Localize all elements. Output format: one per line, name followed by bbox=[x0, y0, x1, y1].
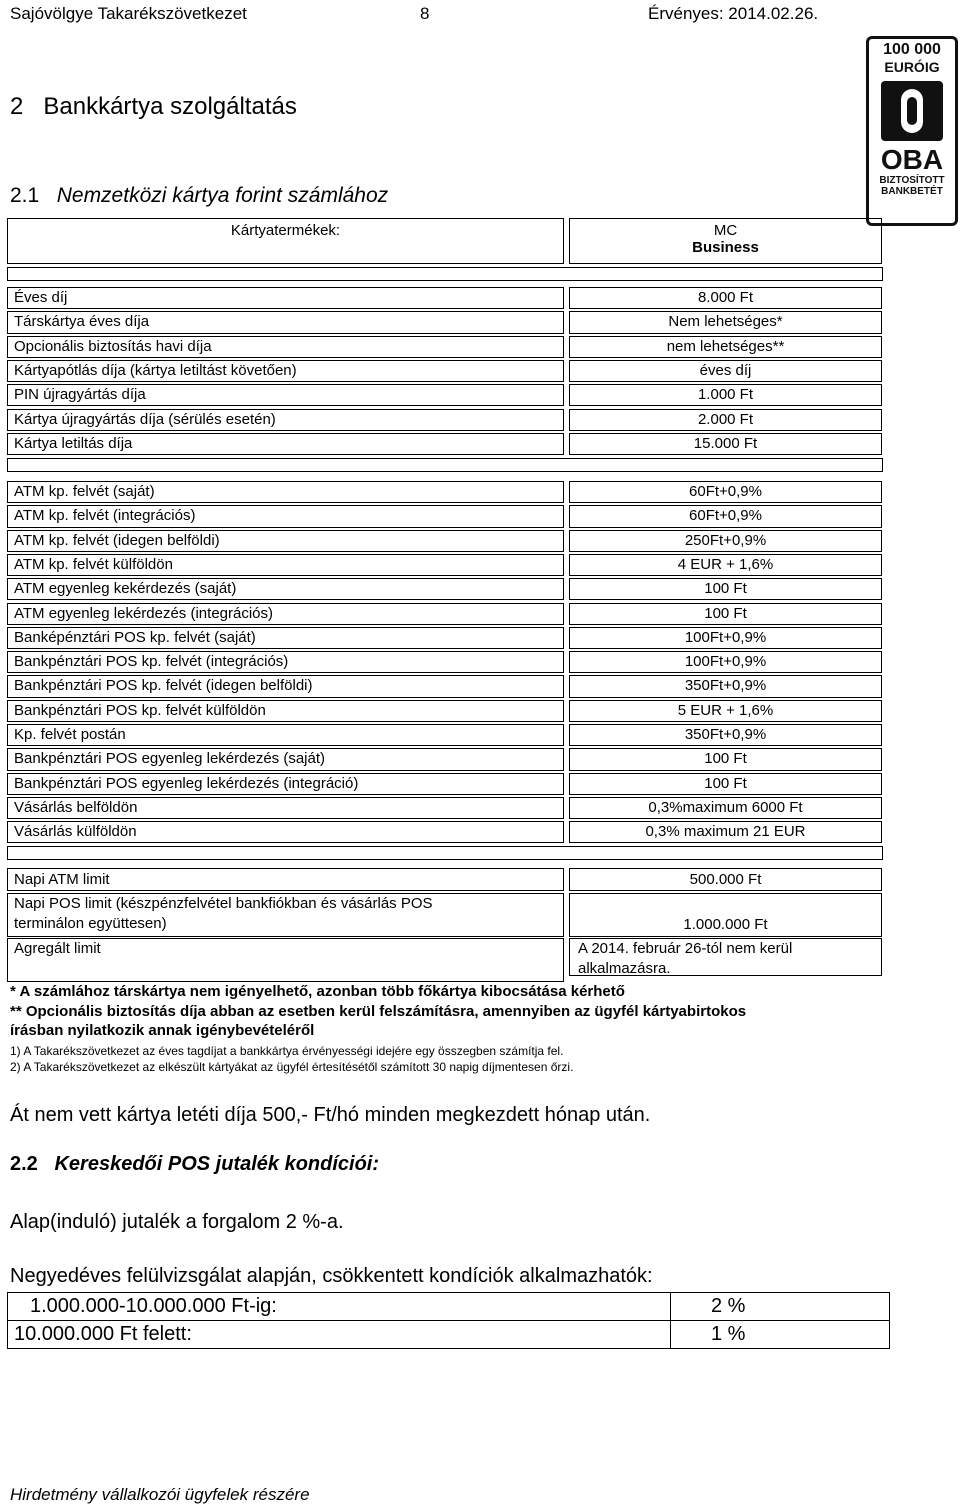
fee-value-cell bbox=[569, 748, 882, 770]
fee-value: 100Ft+0,9% bbox=[684, 628, 767, 646]
fee-value-cell bbox=[569, 578, 882, 600]
table-row bbox=[7, 433, 564, 455]
badge-deposit: BANKBETÉT bbox=[881, 186, 943, 197]
tier-rate: 2 % bbox=[671, 1293, 890, 1321]
fee-label: ATM kp. felvét külföldön bbox=[14, 555, 173, 573]
table-row bbox=[7, 481, 564, 503]
fee-label: Társkártya éves díja bbox=[14, 313, 150, 331]
table-row bbox=[7, 700, 564, 722]
section-2-heading bbox=[10, 93, 297, 121]
fee-label: Kp. felvét postán bbox=[14, 726, 126, 743]
limit-pos-value: 1.000.000 Ft bbox=[683, 916, 768, 933]
limit-pos-cell bbox=[569, 893, 882, 937]
fee-value: 2.000 Ft bbox=[697, 410, 754, 428]
note-star2-line1: ** Opcionális biztosítás díja abban az esetben kerül felszámításra, amennyiben az ügyfél kártyabirtokos bbox=[10, 1003, 747, 1020]
table-row bbox=[7, 287, 564, 309]
fee-label: Vásárlás külföldön bbox=[14, 823, 137, 841]
fee-value: 60Ft+0,9% bbox=[689, 507, 762, 525]
table-row bbox=[7, 773, 564, 795]
badge-amount: 100 000 bbox=[883, 41, 941, 58]
fee-value-cell bbox=[569, 651, 882, 673]
section-22-number: 2.2 bbox=[10, 1153, 38, 1175]
table-row bbox=[7, 409, 564, 431]
section-21-heading bbox=[10, 184, 388, 208]
table-row bbox=[7, 384, 564, 406]
limit-atm-cell bbox=[569, 868, 882, 891]
badge-brand: OBA bbox=[880, 144, 944, 175]
fee-value-cell bbox=[569, 773, 882, 795]
fee-label: ATM egyenleg lekérdezés (integrációs) bbox=[14, 604, 274, 622]
fee-value: Nem lehetséges* bbox=[668, 313, 783, 331]
limit-pos-label-line2: terminálon együttesen) bbox=[14, 915, 167, 932]
product-business-label: Business bbox=[692, 239, 759, 256]
table-row bbox=[7, 675, 564, 697]
fee-value: 0,3% maximum 21 EUR bbox=[645, 823, 806, 841]
table-row bbox=[7, 530, 564, 552]
fee-label: PIN újragyártás díja bbox=[14, 386, 146, 404]
fee-value-cell bbox=[569, 724, 882, 746]
badge-insured: BIZTOSÍTOTT bbox=[879, 175, 945, 186]
fee-value: 4 EUR + 1,6% bbox=[677, 555, 774, 573]
fee-label: ATM kp. felvét (integrációs) bbox=[14, 507, 196, 525]
table-row bbox=[7, 651, 564, 673]
footnote-1: 1) A Takarékszövetkezet az éves tagdíjat a bankkártya érvényességi idejére egy összegben számítja fel. bbox=[10, 1044, 564, 1058]
fee-value: 60Ft+0,9% bbox=[689, 483, 762, 500]
fee-value-cell bbox=[569, 336, 882, 358]
table-row bbox=[7, 748, 564, 770]
fee-label: ATM kp. felvét (saját) bbox=[14, 483, 155, 500]
fee-value: 100Ft+0,9% bbox=[684, 653, 767, 671]
fee-label: ATM egyenleg kekérdezés (saját) bbox=[14, 580, 237, 598]
table-row bbox=[7, 360, 564, 382]
footnote-2: 2) A Takarékszövetkezet az elkészült kártyákat az ügyfél értesítésétől számított 30 napig díjmentesen őrzi. bbox=[10, 1060, 574, 1074]
base-commission-text: Alap(induló) jutalék a forgalom 2 %-a. bbox=[10, 1211, 344, 1233]
fee-value: 350Ft+0,9% bbox=[684, 726, 767, 743]
fee-value-cell bbox=[569, 481, 882, 503]
fee-value: 100 Ft bbox=[704, 774, 747, 792]
header-valid-date: Érvényes: 2014.02.26. bbox=[648, 4, 819, 23]
table-row bbox=[7, 627, 564, 649]
fee-value-cell bbox=[569, 409, 882, 431]
limit-atm-value: 500.000 Ft bbox=[689, 871, 762, 888]
fee-value-cell bbox=[569, 797, 882, 819]
table-row bbox=[7, 311, 564, 333]
fee-value-cell bbox=[569, 554, 882, 576]
fee-label: ATM kp. felvét (idegen belföldi) bbox=[14, 531, 220, 549]
limit-atm-row bbox=[7, 868, 564, 891]
fee-value: 5 EUR + 1,6% bbox=[677, 701, 774, 719]
limit-pos-label-line1: Napi POS limit (készpénzfelvétel bankfiókban és vásárlás POS bbox=[14, 895, 433, 912]
section-22-title: Kereskedői POS jutalék kondíciói: bbox=[54, 1153, 380, 1175]
footer-text: Hirdetmény vállalkozói ügyfelek részére bbox=[10, 1485, 310, 1504]
fee-value-cell bbox=[569, 821, 882, 843]
table-row bbox=[7, 603, 564, 625]
fee-label: Bankpénztári POS kp. felvét (integrációs) bbox=[14, 653, 289, 671]
fee-value: 100 Ft bbox=[704, 750, 747, 768]
table-separator bbox=[7, 458, 883, 472]
table-row bbox=[7, 724, 564, 746]
fee-label: Banképénztári POS kp. felvét (saját) bbox=[14, 628, 256, 646]
fee-value-cell bbox=[569, 627, 882, 649]
table-row bbox=[8, 1293, 890, 1321]
table-row bbox=[7, 505, 564, 527]
unclaimed-card-fee-text: Át nem vett kártya letéti díja 500,- Ft/hó minden megkezdett hónap után. bbox=[10, 1104, 651, 1126]
limit-agg-label: Agregált limit bbox=[14, 940, 101, 957]
fee-value-cell bbox=[569, 603, 882, 625]
header-page-number: 8 bbox=[420, 4, 430, 23]
fee-label: Kártya letiltás díja bbox=[14, 434, 133, 452]
limit-pos-row bbox=[7, 893, 564, 937]
fee-label: Bankpénztári POS kp. felvét külföldön bbox=[14, 701, 266, 719]
note-star2-line2: írásban nyilatkozik annak igénybevételéről bbox=[10, 1022, 315, 1039]
fee-value: 8.000 Ft bbox=[697, 289, 754, 306]
table-separator bbox=[7, 846, 883, 860]
fee-value-cell bbox=[569, 287, 882, 309]
section-22-heading bbox=[10, 1153, 379, 1176]
tier-range: 1.000.000-10.000.000 Ft-ig: bbox=[8, 1293, 671, 1321]
fee-value-cell bbox=[569, 360, 882, 382]
fee-value: éves díj bbox=[699, 361, 752, 379]
oba-shield-icon bbox=[877, 79, 947, 145]
section-2-number: 2 bbox=[10, 93, 24, 120]
table-row bbox=[7, 821, 564, 843]
fee-label: Bankpénztári POS egyenleg lekérdezés (saját) bbox=[14, 750, 326, 768]
fee-value-cell bbox=[569, 675, 882, 697]
fee-label: Bankpénztári POS egyenleg lekérdezés (integráció) bbox=[14, 774, 359, 792]
fee-value: 15.000 Ft bbox=[693, 434, 758, 452]
table-separator bbox=[7, 267, 883, 281]
fee-value: nem lehetséges** bbox=[666, 337, 785, 355]
fee-value-cell bbox=[569, 311, 882, 333]
table-header-right bbox=[569, 218, 882, 264]
tier-rate: 1 % bbox=[671, 1321, 890, 1349]
fee-label: Kártyapótlás díja (kártya letiltást követően) bbox=[14, 361, 297, 379]
pos-tier-table bbox=[7, 1292, 890, 1349]
fee-label: Opcionális biztosítás havi díja bbox=[14, 337, 212, 355]
limit-atm-label: Napi ATM limit bbox=[14, 871, 110, 888]
fee-value: 1.000 Ft bbox=[697, 386, 754, 404]
fee-label: Vásárlás belföldön bbox=[14, 798, 138, 816]
note-star1: * A számlához társkártya nem igényelhető, azonban több főkártya kibocsátása kérhető bbox=[10, 983, 625, 1000]
fee-value-cell bbox=[569, 433, 882, 455]
fee-label: Bankpénztári POS kp. felvét (idegen belföldi) bbox=[14, 677, 313, 695]
fee-value: 350Ft+0,9% bbox=[684, 677, 767, 695]
fee-value-cell bbox=[569, 700, 882, 722]
fee-label: Éves díj bbox=[14, 289, 68, 306]
fee-value-cell bbox=[569, 505, 882, 527]
table-row bbox=[7, 336, 564, 358]
oba-badge-logo bbox=[866, 36, 958, 226]
header-org: Sajóvölgye Takarékszövetkezet bbox=[10, 4, 247, 23]
product-mc-label: MC bbox=[713, 222, 738, 239]
tier-range: 10.000.000 Ft felett: bbox=[8, 1321, 671, 1349]
table-row bbox=[7, 554, 564, 576]
fee-value-cell bbox=[569, 530, 882, 552]
table-row bbox=[7, 797, 564, 819]
section-21-number: 2.1 bbox=[10, 184, 40, 207]
fee-value: 250Ft+0,9% bbox=[684, 531, 767, 549]
table-row bbox=[8, 1321, 890, 1349]
card-products-label: Kártyatermékek: bbox=[230, 222, 341, 239]
table-header-left bbox=[7, 218, 564, 264]
fee-value: 100 Ft bbox=[704, 580, 747, 598]
fee-value: 0,3%maximum 6000 Ft bbox=[648, 798, 803, 816]
fee-value-cell bbox=[569, 384, 882, 406]
fee-label: Kártya újragyártás díja (sérülés esetén) bbox=[14, 410, 276, 428]
limit-agg-row bbox=[7, 938, 564, 982]
section-21-title: Nemzetközi kártya forint számlához bbox=[56, 184, 389, 207]
limit-agg-value-line1: A 2014. február 26-tól nem kerül bbox=[578, 940, 793, 957]
badge-currency: EURÓIG bbox=[884, 59, 940, 75]
section-2-title: Bankkártya szolgáltatás bbox=[43, 93, 297, 120]
limit-agg-value-line2: alkalmazásra. bbox=[578, 960, 671, 977]
fee-value: 100 Ft bbox=[704, 604, 747, 622]
quarterly-review-text: Negyedéves felülvizsgálat alapján, csökkentett kondíciók alkalmazhatók: bbox=[10, 1265, 653, 1287]
table-row bbox=[7, 578, 564, 600]
